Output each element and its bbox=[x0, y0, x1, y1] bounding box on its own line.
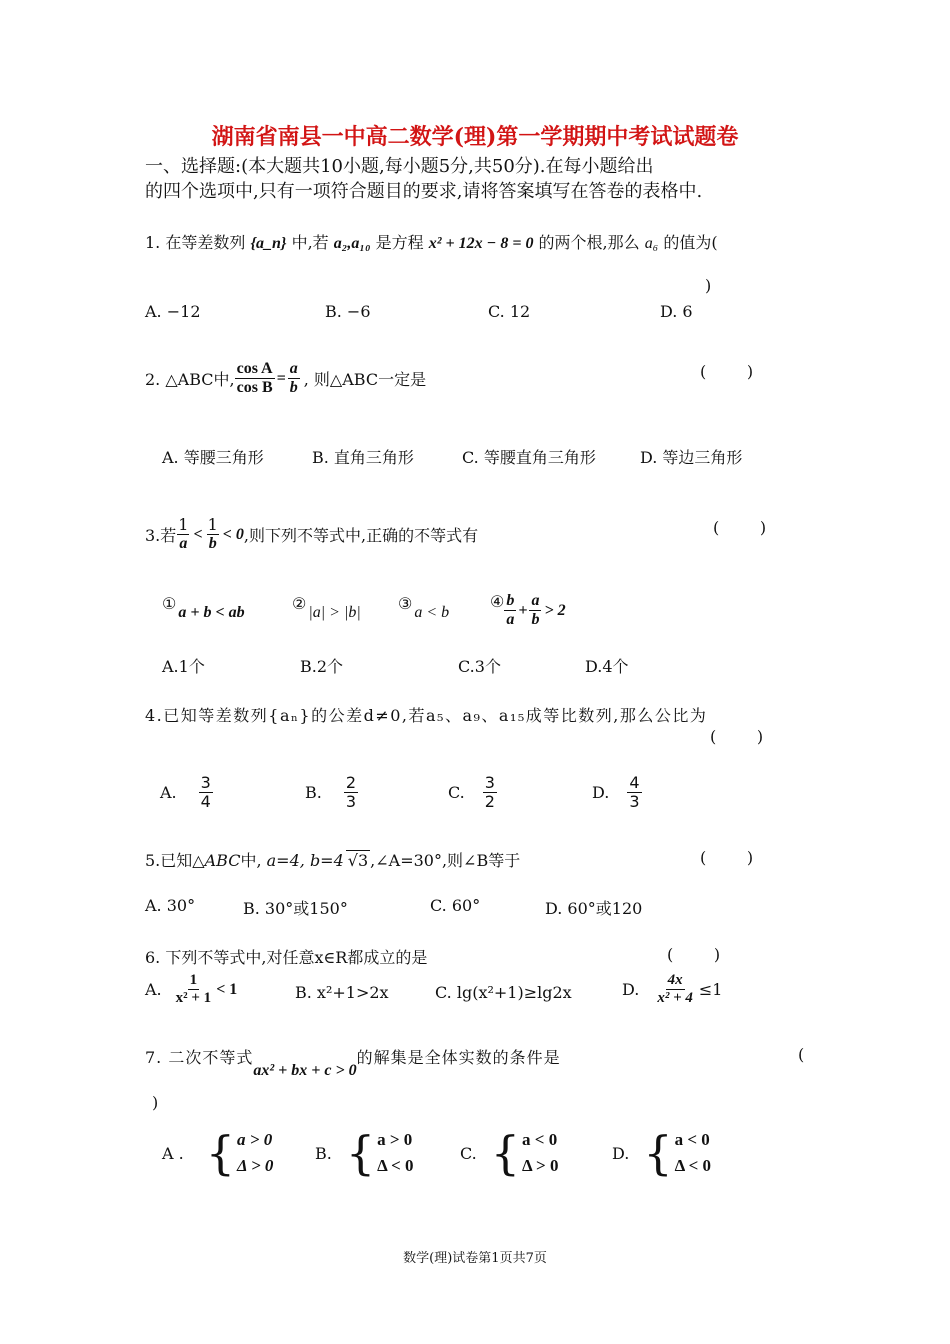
q1-mid2: 是方程 bbox=[375, 233, 424, 252]
q6-frac-a: $\frac{1}{\text{x² + 1}}$ bbox=[175, 972, 212, 1007]
q4-frac-a: $\frac{3}{4}$ bbox=[200, 773, 211, 812]
q4-option-b bbox=[305, 774, 358, 812]
q5-option-a: A. 30° bbox=[145, 896, 196, 915]
q4-label-b: B. bbox=[305, 783, 322, 803]
q2-fraction-cos: $\frac{\text{cos A}}{\text{cos B}}$ bbox=[236, 360, 273, 397]
q5-option-d: D. 60°或120 bbox=[545, 899, 643, 918]
q2-option-d: D. 等边三角形 bbox=[640, 448, 743, 467]
q6-paren: ( ) bbox=[667, 945, 721, 964]
q3-prefix: 3.若 bbox=[145, 526, 177, 546]
q3-tail-4: > 2 bbox=[544, 601, 566, 619]
q3-expr-1: a + b < ab bbox=[178, 604, 245, 621]
q6-frac-d: $\frac{4x}{\text{x² + 4}}$ bbox=[657, 972, 693, 1007]
q1-close-paren: ) bbox=[705, 276, 712, 295]
q7-paren-close: ) bbox=[152, 1093, 159, 1112]
q1-option-b: B. −6 bbox=[325, 302, 371, 321]
q3-item-4 bbox=[490, 592, 566, 630]
q7-label-c: C. bbox=[460, 1143, 477, 1163]
q5-angle: ,∠A=30°,则∠B等于 bbox=[370, 851, 521, 870]
q5-root: 3 bbox=[357, 851, 369, 870]
q3-stem bbox=[145, 516, 478, 554]
q4-label-c: C. bbox=[448, 783, 465, 803]
q5-stem bbox=[145, 848, 520, 871]
q6-stem: 6. 下列不等式中,对任意x∈R都成立的是 bbox=[145, 948, 428, 967]
q7-option-b bbox=[315, 1127, 414, 1180]
q5-abc: ABC bbox=[204, 851, 241, 870]
q1-mid3: 的两个根,那么 bbox=[538, 233, 640, 252]
q3-frac1: $\frac{1}{a}$ bbox=[178, 515, 189, 553]
q7-system-b: { a > 0 Δ < 0 bbox=[345, 1126, 414, 1181]
q3-item-2 bbox=[292, 594, 361, 622]
q1-option-c: C. 12 bbox=[488, 302, 531, 321]
q2-option-b: B. 直角三角形 bbox=[312, 448, 414, 467]
q7-expr: ax² + bx + c > 0 bbox=[253, 1062, 357, 1079]
q7-option-c bbox=[460, 1127, 558, 1180]
q6-label-a: A. bbox=[145, 980, 162, 1000]
q5-a-eq: a=4, bbox=[266, 851, 305, 870]
q3-plus: + bbox=[518, 601, 528, 619]
q4-label-d: D. bbox=[592, 783, 610, 803]
q4-frac-d: $\frac{4}{3}$ bbox=[629, 773, 640, 812]
q7-suffix: 的解集是全体实数的条件是 bbox=[356, 1048, 561, 1067]
q3-option-b: B.2个 bbox=[300, 657, 344, 676]
q1-seq: {a_n} bbox=[250, 235, 287, 252]
q3-option-c: C.3个 bbox=[458, 657, 501, 676]
q5-b-eq: b=4 bbox=[309, 851, 344, 870]
q7-system-a: { a > 0 Δ > 0 bbox=[205, 1126, 274, 1181]
q3-tail: < 0 bbox=[222, 525, 244, 543]
q7-label-a: A . bbox=[162, 1143, 184, 1163]
q3-circle-3: ③ bbox=[398, 594, 413, 613]
q4-option-d bbox=[592, 774, 642, 812]
q1-terms: a₂,a₁₀ bbox=[333, 235, 371, 252]
q2-fraction-ab: $\frac{a}{b}$ bbox=[289, 360, 298, 397]
q3-frac2: $\frac{1}{b}$ bbox=[207, 515, 218, 553]
q6-tail-d: ≤1 bbox=[698, 980, 723, 1000]
q2-option-a: A. 等腰三角形 bbox=[162, 448, 264, 467]
q1-option-a: A. −12 bbox=[145, 302, 201, 321]
q4-stem: 4.已知等差数列{aₙ}的公差d≠0,若a₅、a₉、a₁₅成等比数列,那么公比为 bbox=[145, 706, 708, 725]
q3-option-a: A.1个 bbox=[162, 657, 205, 676]
q2-paren: ( ) bbox=[700, 362, 754, 381]
q7-label-b: B. bbox=[315, 1143, 332, 1163]
q3-frac-ba: $\frac{b}{a}$ bbox=[506, 592, 515, 629]
section-heading-line1: 一、选择题:(本大题共10小题,每小题5分,共50分).在每小题给出 bbox=[145, 156, 654, 177]
q5-option-c: C. 60° bbox=[430, 896, 481, 915]
q6-option-a bbox=[145, 972, 237, 1008]
q6-option-d bbox=[622, 972, 722, 1008]
q7-paren-open: ( bbox=[798, 1045, 805, 1064]
q1-mid1: 中,若 bbox=[291, 233, 329, 252]
q6-option-c: C. lg(x²+1)≥lg2x bbox=[435, 983, 572, 1002]
q3-frac-ab: $\frac{a}{b}$ bbox=[531, 592, 540, 629]
q4-frac-b: $\frac{2}{3}$ bbox=[345, 773, 357, 812]
q6-tail-a: < 1 bbox=[216, 980, 238, 998]
q4-option-a bbox=[160, 774, 213, 812]
q6-option-b: B. x²+1>2x bbox=[295, 983, 389, 1002]
q1-equation: x² + 12x − 8 = 0 bbox=[428, 235, 534, 252]
q4-paren: ( ) bbox=[710, 727, 764, 746]
q3-lt: < bbox=[193, 525, 203, 543]
section-heading-line2: 的四个选项中,只有一项符合题目的要求,请将答案填写在答卷的表格中. bbox=[145, 181, 703, 202]
q3-circle-4: ④ bbox=[490, 592, 505, 611]
q1-option-d: D. 6 bbox=[660, 302, 693, 321]
q7-system-c: { a < 0 Δ > 0 bbox=[490, 1126, 559, 1181]
q3-option-d: D.4个 bbox=[585, 657, 629, 676]
page-footer: 数学(理)试卷第1页共7页 bbox=[403, 1251, 547, 1266]
q3-item-1 bbox=[162, 594, 245, 622]
q3-suffix: ,则下列不等式中,正确的不等式有 bbox=[243, 526, 479, 546]
q5-option-b: B. 30°或150° bbox=[243, 899, 348, 918]
q7-stem bbox=[145, 1045, 561, 1079]
q3-circle-1: ① bbox=[162, 594, 177, 613]
q5-prefix: 5.已知△ bbox=[145, 851, 205, 870]
q7-prefix: 7. 二次不等式 bbox=[145, 1048, 254, 1067]
q4-option-c bbox=[448, 774, 497, 812]
q5-mid: 中, bbox=[240, 851, 262, 870]
q1-stem bbox=[145, 230, 718, 253]
q5-sqrt: √3 bbox=[347, 851, 369, 870]
q7-option-a bbox=[162, 1127, 273, 1180]
q7-label-d: D. bbox=[612, 1143, 630, 1163]
q7-system-d: { a < 0 Δ < 0 bbox=[643, 1126, 712, 1181]
q4-label-a: A. bbox=[160, 783, 177, 803]
q5-paren: ( ) bbox=[700, 848, 754, 867]
q1-prefix: 1. 在等差数列 bbox=[145, 233, 246, 252]
q2-suffix: , 则△ABC一定是 bbox=[303, 370, 427, 390]
q7-option-d bbox=[612, 1127, 711, 1180]
q2-prefix: 2. △ABC中, bbox=[145, 370, 235, 390]
q3-expr-2: |a| > |b| bbox=[308, 604, 361, 621]
q3-expr-3: a < b bbox=[414, 604, 450, 621]
q6-label-d: D. bbox=[622, 980, 640, 1000]
q3-item-3 bbox=[398, 594, 449, 622]
q1-term6: a₆ bbox=[644, 235, 659, 252]
q3-circle-2: ② bbox=[292, 594, 307, 613]
q2-equals: = bbox=[276, 369, 286, 387]
page-title: 湖南省南县一中高二数学(理)第一学期期中考试试题卷 bbox=[211, 124, 739, 150]
q3-paren: ( ) bbox=[713, 518, 767, 537]
q1-suffix: 的值为( bbox=[663, 233, 718, 252]
q4-frac-c: $\frac{3}{2}$ bbox=[484, 773, 495, 812]
q2-stem bbox=[145, 360, 426, 398]
q2-option-c: C. 等腰直角三角形 bbox=[462, 448, 596, 467]
